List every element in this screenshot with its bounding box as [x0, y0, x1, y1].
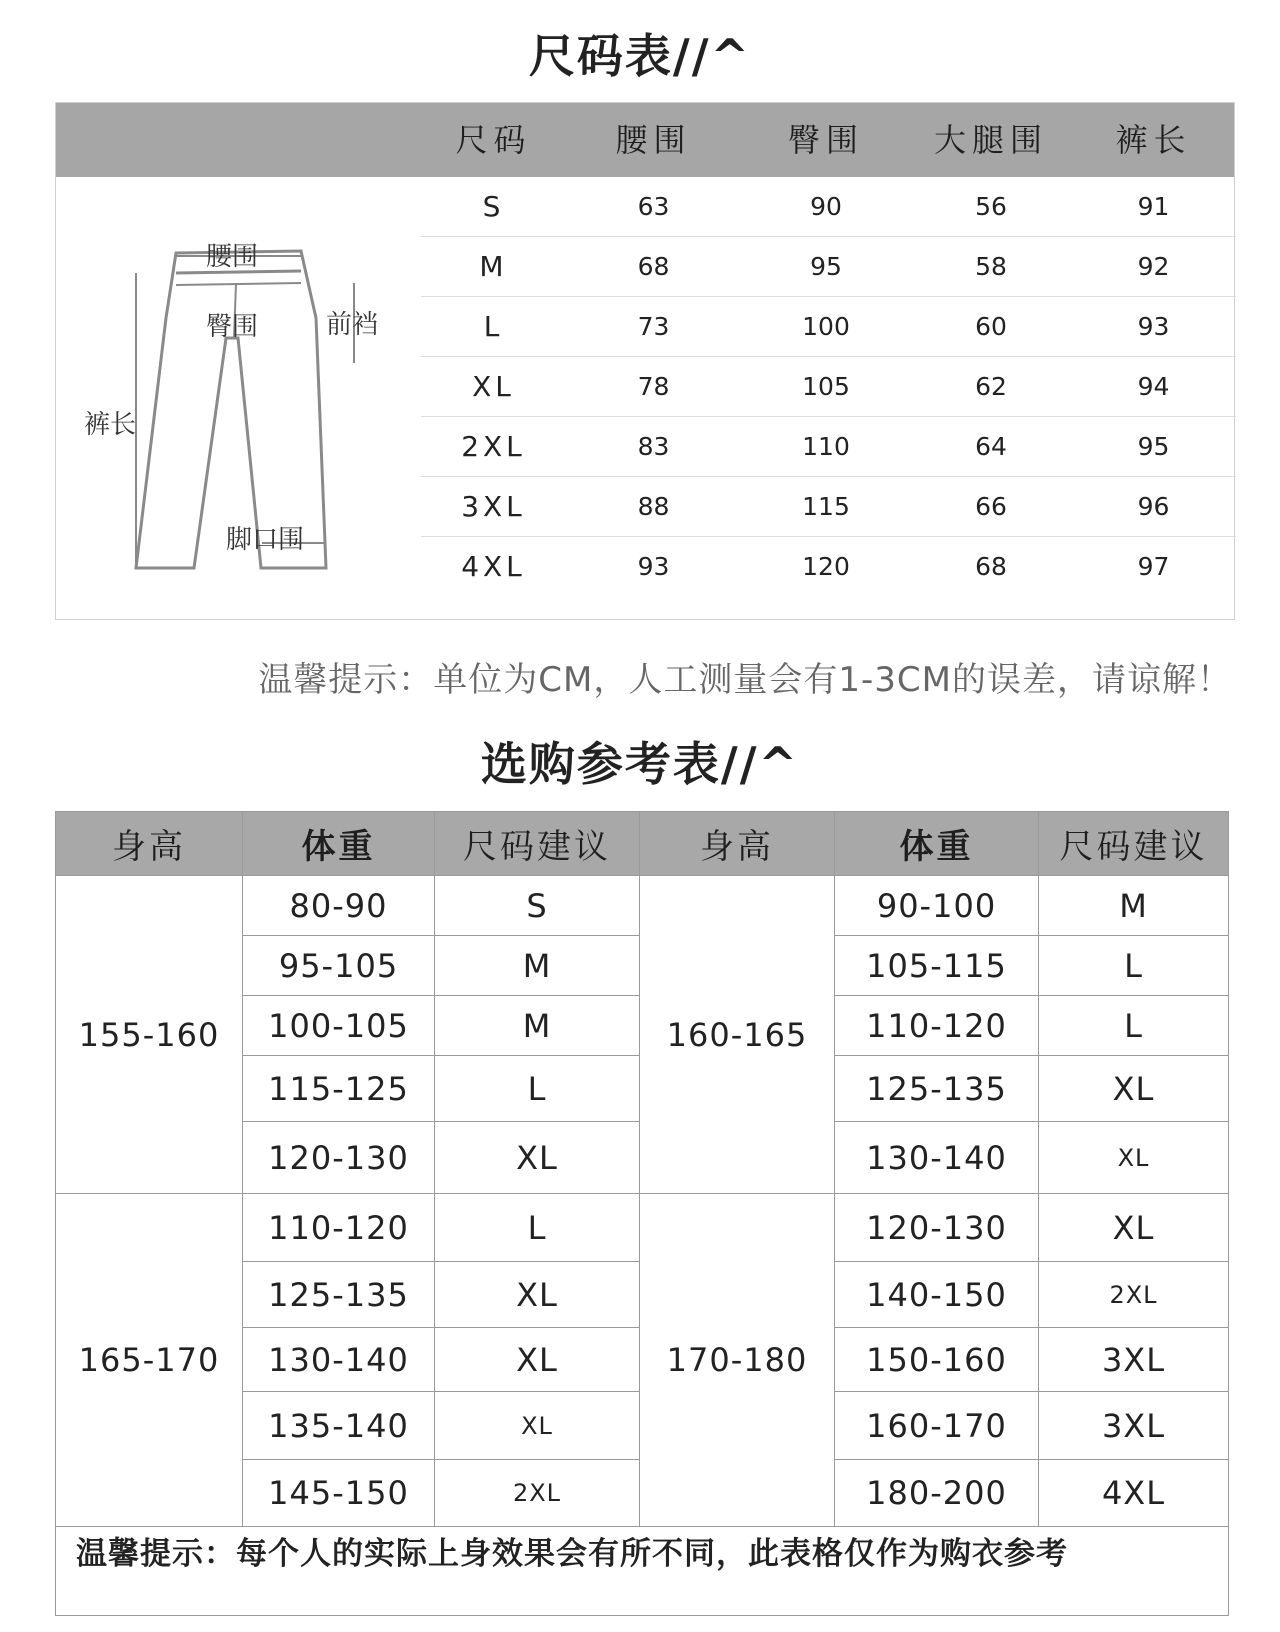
header-weight-left: 体重 [243, 812, 435, 876]
header-height-right: 身高 [640, 812, 835, 876]
cell-size: L [483, 310, 504, 343]
purchase-guide-table [55, 811, 1229, 1616]
pants-outline [136, 251, 326, 568]
cell-weight: 100-105 [243, 996, 435, 1056]
header-waist: 腰围 [615, 121, 692, 159]
cell-thigh: 68 [975, 552, 1007, 581]
cell-length: 97 [1137, 552, 1170, 581]
label-leg-opening: 脚口围 [226, 525, 305, 555]
cell-size: S [435, 876, 640, 936]
cell-thigh: 66 [975, 492, 1007, 521]
cell-weight: 130-140 [243, 1328, 435, 1392]
cell-size: 4XL [461, 550, 526, 583]
cell-hip: 120 [802, 552, 850, 581]
cell-weight: 145-150 [243, 1460, 435, 1527]
cell-size: XL [435, 1328, 640, 1392]
cell-hip: 100 [802, 312, 850, 341]
cell-weight: 140-150 [835, 1262, 1039, 1328]
cell-hip: 115 [802, 492, 850, 521]
header-height-left: 身高 [56, 812, 243, 876]
cell-size: XL [435, 1262, 640, 1328]
cell-weight: 110-120 [835, 996, 1039, 1056]
purchase-guide-note: 温馨提示：每个人的实际上身效果会有所不同，此表格仅作为购衣参考 [76, 1536, 1068, 1572]
label-length: 裤长 [84, 410, 137, 440]
cell-size: XL [435, 1392, 640, 1460]
group-height-right: 160-165 [640, 876, 835, 1194]
cell-weight: 105-115 [835, 936, 1039, 996]
cell-weight: 135-140 [243, 1392, 435, 1460]
group-height-right: 170-180 [640, 1194, 835, 1527]
pants-diagram [76, 203, 396, 603]
cell-size: 2XL [1039, 1262, 1228, 1328]
cell-size: L [435, 1194, 640, 1262]
cell-thigh: 64 [975, 432, 1007, 461]
cell-thigh: 56 [975, 192, 1007, 221]
cell-size: XL [1039, 1056, 1228, 1122]
label-waist: 腰围 [206, 242, 259, 272]
cell-waist: 73 [637, 312, 670, 341]
cell-size: 3XL [1039, 1392, 1228, 1460]
header-thigh: 大腿围 [933, 121, 1048, 159]
cell-length: 95 [1137, 432, 1170, 461]
cell-size: M [435, 996, 640, 1056]
table-row [421, 237, 1236, 297]
label-rise: 前裆 [326, 310, 379, 340]
header-hip: 臀围 [787, 121, 864, 159]
cell-weight: 110-120 [243, 1194, 435, 1262]
cell-size: XL [435, 1122, 640, 1194]
header-weight-right: 体重 [835, 812, 1039, 876]
cell-weight: 90-100 [835, 876, 1039, 936]
cell-size: 2XL [461, 430, 526, 463]
header-size: 尺码 [455, 121, 532, 159]
cell-size: XL [1039, 1194, 1228, 1262]
cell-size: XL [472, 370, 515, 403]
table-row [421, 477, 1236, 537]
label-hip: 臀围 [206, 312, 259, 342]
waistband-line-2 [176, 283, 301, 285]
table-row [421, 297, 1236, 357]
cell-hip: 95 [810, 252, 842, 281]
cell-hip: 110 [802, 432, 850, 461]
cell-length: 93 [1137, 312, 1170, 341]
cell-size: 3XL [1039, 1328, 1228, 1392]
cell-weight: 180-200 [835, 1460, 1039, 1527]
cell-weight: 120-130 [835, 1194, 1039, 1262]
cell-weight: 160-170 [835, 1392, 1039, 1460]
cell-size: L [1039, 996, 1228, 1056]
cell-weight: 125-135 [835, 1056, 1039, 1122]
size-chart-table [55, 102, 1235, 620]
cell-weight: 125-135 [243, 1262, 435, 1328]
cell-length: 92 [1137, 252, 1170, 281]
cell-weight: 95-105 [243, 936, 435, 996]
cell-size: 2XL [435, 1460, 640, 1527]
table-row [421, 177, 1236, 237]
purchase-guide-title: 选购参考表//^ [480, 737, 800, 791]
cell-size: M [479, 250, 508, 283]
cell-weight: 115-125 [243, 1056, 435, 1122]
cell-size: L [1039, 936, 1228, 996]
cell-waist: 93 [637, 552, 670, 581]
cell-hip: 90 [810, 192, 842, 221]
cell-thigh: 62 [975, 372, 1007, 401]
group-height-left: 165-170 [56, 1194, 243, 1527]
cell-size: 4XL [1039, 1460, 1228, 1527]
header-length: 裤长 [1115, 121, 1192, 159]
cell-weight: 130-140 [835, 1122, 1039, 1194]
measurement-note: 温馨提示：单位为CM，人工测量会有1-3CM的误差，请谅解！ [258, 660, 1232, 700]
size-chart-title: 尺码表//^ [528, 29, 752, 83]
cell-waist: 63 [637, 192, 670, 221]
cell-thigh: 60 [975, 312, 1007, 341]
table-row [421, 357, 1236, 417]
cell-size: 3XL [461, 490, 526, 523]
cell-size: L [435, 1056, 640, 1122]
cell-thigh: 58 [975, 252, 1007, 281]
cell-waist: 83 [637, 432, 670, 461]
size-chart-header [56, 103, 1234, 177]
cell-waist: 78 [637, 372, 670, 401]
cell-length: 91 [1137, 192, 1170, 221]
cell-size: XL [1039, 1122, 1228, 1194]
cell-length: 94 [1137, 372, 1170, 401]
cell-size: M [435, 936, 640, 996]
header-suggestion-right: 尺码建议 [1039, 812, 1228, 876]
cell-size: S [482, 190, 505, 223]
table-row [421, 417, 1236, 477]
cell-weight: 120-130 [243, 1122, 435, 1194]
cell-weight: 150-160 [835, 1328, 1039, 1392]
table-row [421, 537, 1236, 597]
cell-hip: 105 [802, 372, 850, 401]
group-height-left: 155-160 [56, 876, 243, 1194]
cell-size: M [1039, 876, 1228, 936]
cell-waist: 68 [637, 252, 670, 281]
cell-weight: 80-90 [243, 876, 435, 936]
cell-waist: 88 [637, 492, 670, 521]
header-suggestion-left: 尺码建议 [435, 812, 640, 876]
cell-length: 96 [1137, 492, 1170, 521]
